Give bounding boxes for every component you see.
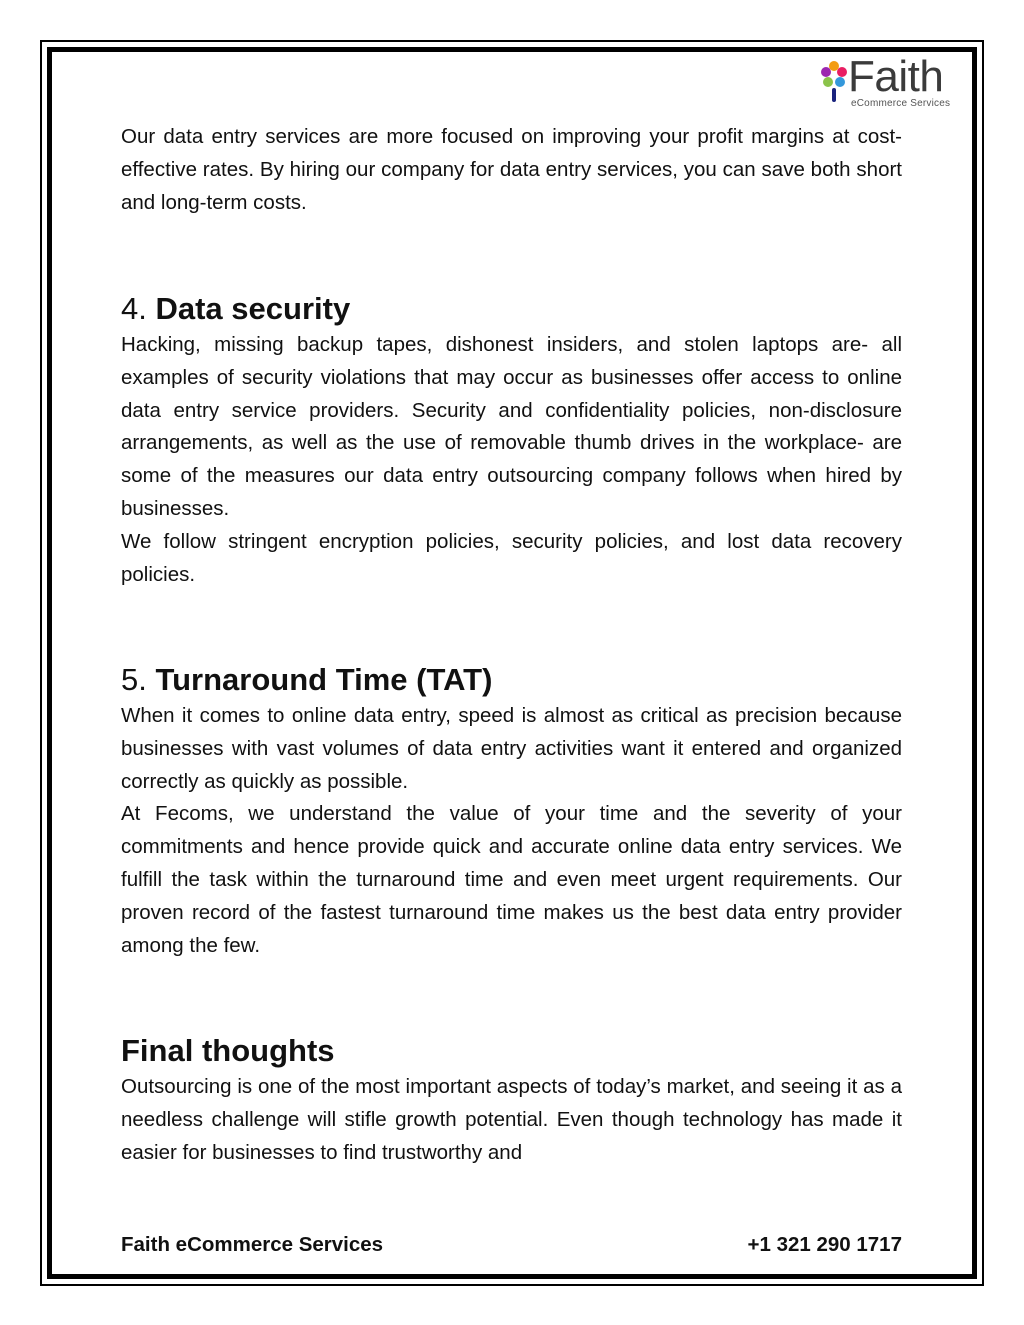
section-paragraph: At Fecoms, we understand the value of your time and the severity of your commitments and hence provide quick and accurate online data entry services. We fulfill the task within the turnaround time and even meet urgent requirements. Our proven record of the fastest turnaround time makes us the best data entry provider among the few. xyxy=(121,802,902,957)
section-title: Final thoughts xyxy=(121,1033,335,1068)
intro-section xyxy=(121,121,902,219)
section-paragraph: Hacking, missing backup tapes, dishonest insiders, and stolen laptops are- all examples of security violations that may occur as businesses offer access to online data entry service providers. Security and confidentiality policies, non-disclosure arrangements, as well as the use of removable thumb drives in the workplace- are some of the measures our data entry outsourcing company follows when hired by businesses. xyxy=(121,333,902,520)
footer-phone: +1 321 290 1717 xyxy=(747,1233,902,1256)
section-heading xyxy=(121,1031,902,1071)
section-paragraph: Outsourcing is one of the most important aspects of today’s market, and seeing it as a needless challenge will stifle growth potential. Even though technology has made it easier for businesses to find trustworthy and xyxy=(121,1075,902,1164)
section-number: 4. xyxy=(121,291,147,326)
section-final-thoughts xyxy=(121,1031,902,1169)
section-paragraph: When it comes to online data entry, speed is almost as critical as precision because businesses with vast volumes of data entry activities want it entered and organized correctly as quickly as possible. xyxy=(121,704,902,793)
section-title: Turnaround Time (TAT) xyxy=(155,662,493,697)
company-logo xyxy=(818,52,968,112)
section-turnaround-time xyxy=(121,660,902,962)
section-heading xyxy=(121,289,902,329)
intro-paragraph: Our data entry services are more focused on improving your profit margins at cost-effective rates. By hiring our company for data entry services, you can save both short and long-term costs. xyxy=(121,125,902,214)
section-number: 5. xyxy=(121,662,147,697)
logo-subtitle: eCommerce Services xyxy=(851,98,951,109)
section-paragraph: We follow stringent encryption policies, security policies, and lost data recovery policies. xyxy=(121,529,902,586)
page-footer xyxy=(121,1233,902,1263)
footer-company: Faith eCommerce Services xyxy=(121,1233,384,1256)
logo-wordmark: Faith xyxy=(848,52,944,101)
flower-logo-icon xyxy=(818,58,850,104)
section-heading xyxy=(121,660,902,700)
section-title: Data security xyxy=(155,291,351,326)
section-data-security xyxy=(121,289,902,591)
